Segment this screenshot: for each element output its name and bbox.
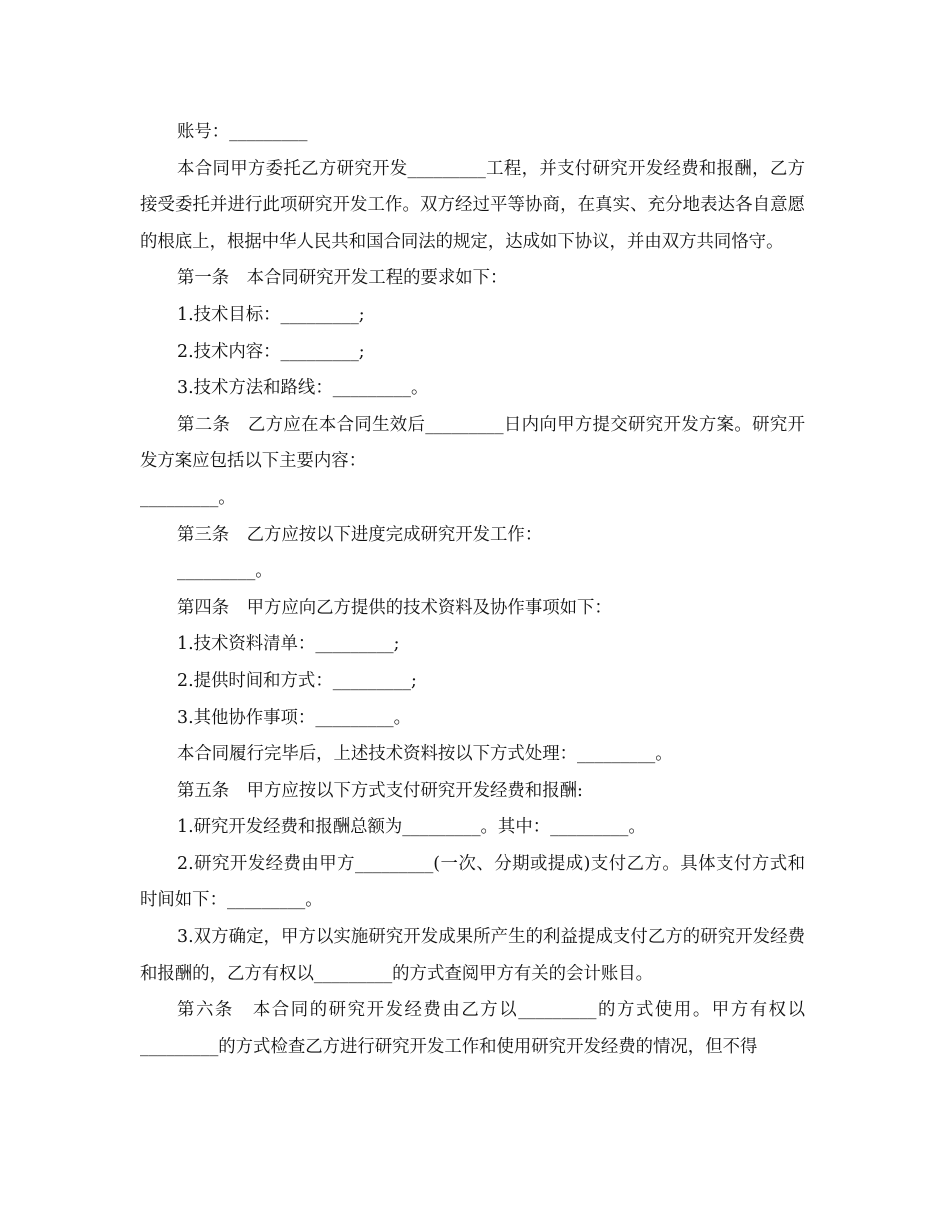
article-5-item-3: 3.双方确定，甲方以实施研究开发成果所产生的利益提成支付乙方的研究开发经费和报酬的，乙方有权以_________的方式查阅甲方有关的会计账目。: [140, 927, 805, 984]
account-line: 账号：_________: [177, 122, 308, 142]
article-5-heading: 第五条 甲方应按以下方式支付研究开发经费和报酬:: [177, 780, 583, 801]
article-4-item-3: 3.其他协作事项：_________。: [177, 707, 411, 728]
article-2-blank: _________。: [140, 487, 236, 508]
article-5-item-2: 2.研究开发经费由甲方_________(一次、分期或提成)支付乙方。具体支付方式和时间如下：_________。: [140, 853, 805, 911]
article-4-item-1: 1.技术资料清单：_________;: [177, 634, 400, 655]
article-4-disposal: 本合同履行完毕后，上述技术资料按以下方式处理：_________。: [177, 744, 673, 765]
article-5-item-1: 1.研究开发经费和报酬总额为_________。其中：_________。: [177, 817, 646, 838]
article-3-heading: 第三条 乙方应按以下进度完成研究开发工作：: [177, 524, 543, 545]
intro-paragraph: 本合同甲方委托乙方研究开发_________工程，并支付研究开发经费和报酬，乙方接受委托并进行此项研究开发工作。双方经过平等协商，在真实、充分地表达各自意愿的根底上，根据中华人民共和国合同法的规定，达成如下协议，并由双方共同恪守。: [140, 158, 805, 252]
article-1-item-1: 1.技术目标：_________;: [177, 304, 365, 325]
article-1-item-2: 2.技术内容：_________;: [177, 341, 365, 362]
document-body: [140, 114, 805, 1065]
article-4-item-2: 2.提供时间和方式：_________;: [177, 670, 417, 691]
article-1-item-3: 3.技术方法和路线：_________。: [177, 378, 429, 399]
article-3-blank: _________。: [177, 561, 273, 582]
article-1-heading: 第一条 本合同研究开发工程的要求如下：: [177, 268, 508, 289]
article-2-paragraph: 第二条 乙方应在本合同生效后_________日内向甲方提交研究开发方案。研究开发方案应包括以下主要内容：: [140, 414, 805, 472]
article-6-paragraph: 第六条 本合同的研究开发经费由乙方以_________的方式使用。甲方有权以_________的方式检查乙方进行研究开发工作和使用研究开发经费的情况，但不得: [140, 1000, 805, 1057]
article-4-heading: 第四条 甲方应向乙方提供的技术资料及协作事项如下：: [177, 597, 612, 618]
